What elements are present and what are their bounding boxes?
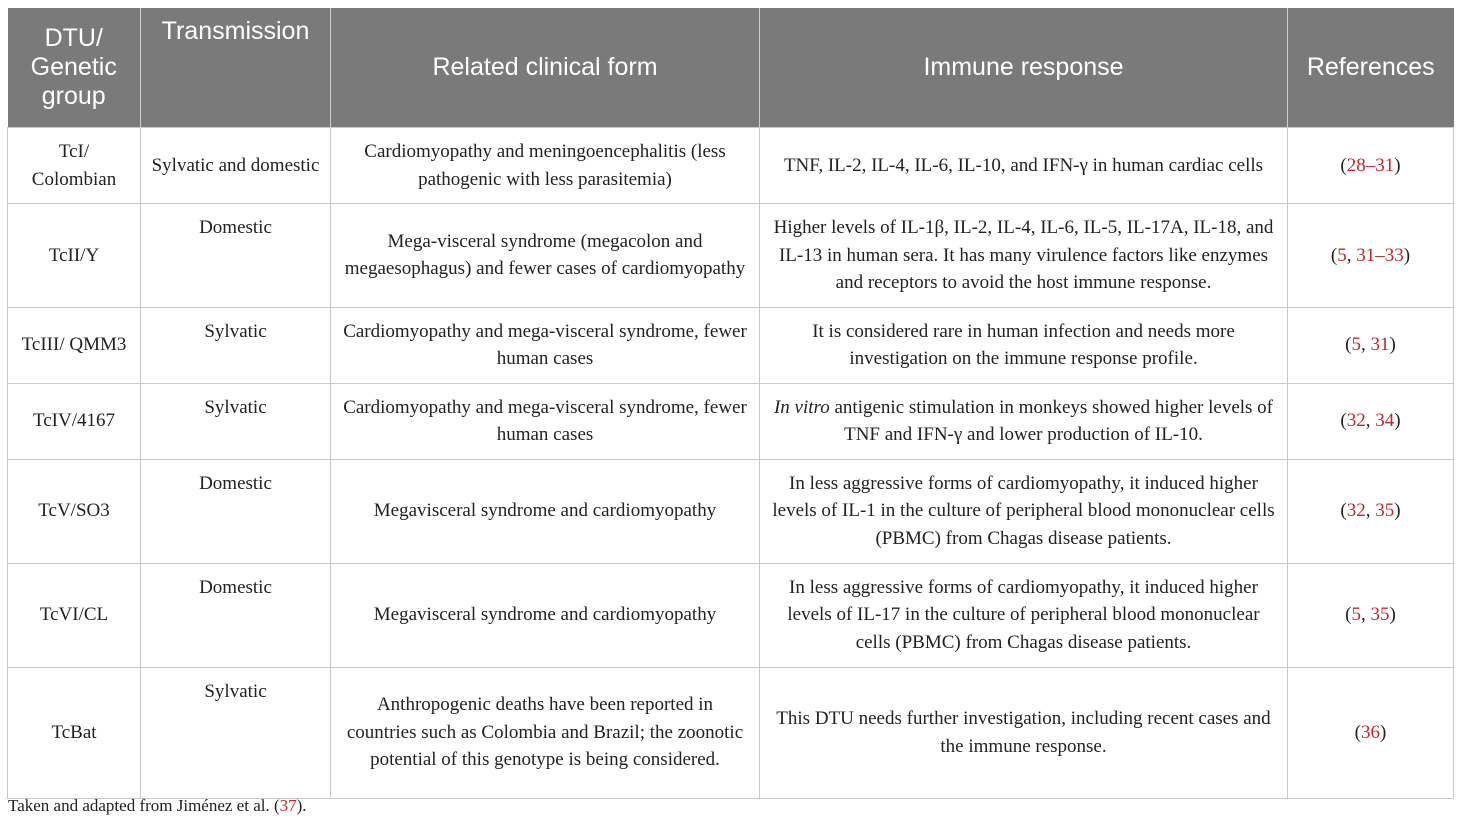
ref-separator: ,: [1346, 244, 1357, 266]
ref-paren-close: ): [1394, 500, 1401, 522]
dtu-table: [7, 8, 1454, 799]
header-dtu: DTU/ Genetic group: [8, 8, 141, 128]
reference-link[interactable]: 34: [1375, 410, 1395, 432]
table-row: [8, 128, 1454, 204]
cell-transmission: Sylvatic: [141, 667, 331, 798]
ref-paren-close: ): [1394, 154, 1401, 176]
ref-paren-open: (: [1340, 410, 1347, 432]
ref-separator: ,: [1361, 334, 1371, 356]
cell-immune: [760, 383, 1288, 459]
reference-link[interactable]: 32: [1346, 410, 1366, 432]
ref-paren-open: (: [1340, 154, 1347, 176]
cell-immune: [760, 128, 1288, 204]
cell-references: [1288, 128, 1454, 204]
cell-clinical: Cardiomyopathy and mega-visceral syndrome, fewer human cases: [331, 307, 760, 383]
ref-paren-close: ): [1389, 334, 1396, 356]
cell-immune: [760, 204, 1288, 308]
header-transmission: Transmission: [141, 8, 331, 128]
ref-separator: ,: [1365, 410, 1376, 432]
reference-link[interactable]: 28–31: [1346, 154, 1395, 176]
cell-immune: [760, 563, 1288, 667]
cell-dtu: TcBat: [8, 667, 141, 798]
reference-link[interactable]: 5: [1337, 244, 1347, 266]
cell-dtu: TcIII/ QMM3: [8, 307, 141, 383]
reference-link[interactable]: 36: [1361, 721, 1380, 743]
cell-clinical: Cardiomyopathy and meningoencephalitis (less pathogenic with less parasitemia): [331, 128, 760, 204]
cell-clinical: Megavisceral syndrome and cardiomyopathy: [331, 459, 760, 563]
header-immune-response: Immune response: [760, 8, 1288, 128]
immune-text: TNF, IL-2, IL-4, IL-6, IL-10, and IFN-γ in human cardiac cells: [783, 154, 1264, 176]
cell-references: [1288, 459, 1454, 563]
cell-transmission: Sylvatic: [141, 307, 331, 383]
reference-link[interactable]: 5: [1351, 334, 1361, 356]
cell-immune: [760, 667, 1288, 798]
ref-paren-open: (: [1345, 604, 1352, 626]
immune-text: In less aggressive forms of cardiomyopathy, it induced higher levels of IL-17 in the culture of peripheral blood mononuclear cells (PBMC) from Chagas disease patients.: [787, 576, 1260, 653]
cell-dtu: TcIV/4167: [8, 383, 141, 459]
immune-text: antigenic stimulation in monkeys showed higher levels of TNF and IFN-γ and lower production of IL-10.: [829, 396, 1274, 445]
reference-link[interactable]: 35: [1375, 500, 1395, 522]
header-references: References: [1288, 8, 1454, 128]
reference-link[interactable]: 31–33: [1356, 244, 1404, 266]
reference-link[interactable]: 35: [1370, 604, 1390, 626]
cell-transmission: Domestic: [141, 563, 331, 667]
cell-transmission: Domestic: [141, 459, 331, 563]
ref-paren-open: (: [1354, 721, 1361, 743]
ref-separator: ,: [1361, 604, 1371, 626]
cell-dtu: TcII/Y: [8, 204, 141, 308]
ref-paren-close: ): [1403, 244, 1411, 266]
footnote-end: ).: [296, 796, 307, 815]
reference-link[interactable]: 31: [1370, 334, 1390, 356]
ref-paren-open: (: [1340, 500, 1347, 522]
ref-paren-open: (: [1330, 244, 1338, 266]
cell-clinical: Anthropogenic deaths have been reported in countries such as Colombia and Brazil; the zoonotic potential of this genotype is being considered.: [331, 667, 760, 798]
footnote-text: Taken and adapted from Jiménez et al. (: [8, 796, 280, 815]
table-header-row: [8, 8, 1454, 128]
immune-text: It is considered rare in human infection and needs more investigation on the immune response profile.: [812, 320, 1235, 369]
table-footnote: [8, 796, 307, 816]
cell-transmission: Domestic: [141, 204, 331, 308]
reference-link[interactable]: 5: [1351, 604, 1361, 626]
immune-text: Higher levels of IL-1β, IL-2, IL-4, IL-6, IL-5, IL-17A, IL-18, and IL-13 in human sera. It has many virulence factors like enzymes and receptors to avoid the host immune response.: [773, 217, 1274, 293]
cell-clinical: Megavisceral syndrome and cardiomyopathy: [331, 563, 760, 667]
cell-transmission: Sylvatic and domestic: [141, 128, 331, 204]
table-row: [8, 204, 1454, 308]
ref-separator: ,: [1365, 500, 1376, 522]
header-clinical-form: Related clinical form: [331, 8, 760, 128]
immune-italic: In vitro: [773, 396, 830, 418]
immune-text: In less aggressive forms of cardiomyopathy, it induced higher levels of IL-1 in the culture of peripheral blood mononuclear cells (PBMC) from Chagas disease patients.: [772, 472, 1275, 549]
cell-dtu: TcV/SO3: [8, 459, 141, 563]
immune-text: This DTU needs further investigation, including recent cases and the immune response.: [776, 708, 1271, 757]
cell-dtu: TcVI/CL: [8, 563, 141, 667]
cell-references: [1288, 667, 1454, 798]
table-row: [8, 307, 1454, 383]
table-container: [7, 8, 1453, 799]
cell-immune: [760, 307, 1288, 383]
ref-paren-open: (: [1345, 334, 1352, 356]
cell-dtu: TcI/ Colombian: [8, 128, 141, 204]
cell-clinical: Cardiomyopathy and mega-visceral syndrome, fewer human cases: [331, 383, 760, 459]
reference-link[interactable]: 37: [279, 796, 297, 815]
cell-immune: [760, 459, 1288, 563]
table-row: [8, 667, 1454, 798]
cell-references: [1288, 563, 1454, 667]
table-row: [8, 563, 1454, 667]
ref-paren-close: ): [1389, 604, 1396, 626]
cell-references: [1288, 383, 1454, 459]
ref-paren-close: ): [1380, 721, 1387, 743]
ref-paren-close: ): [1394, 410, 1401, 432]
table-row: [8, 459, 1454, 563]
table-row: [8, 383, 1454, 459]
cell-clinical: Mega-visceral syndrome (megacolon and megaesophagus) and fewer cases of cardiomyopathy: [331, 204, 760, 308]
reference-link[interactable]: 32: [1346, 500, 1366, 522]
cell-transmission: Sylvatic: [141, 383, 331, 459]
cell-references: [1288, 204, 1454, 308]
cell-references: [1288, 307, 1454, 383]
